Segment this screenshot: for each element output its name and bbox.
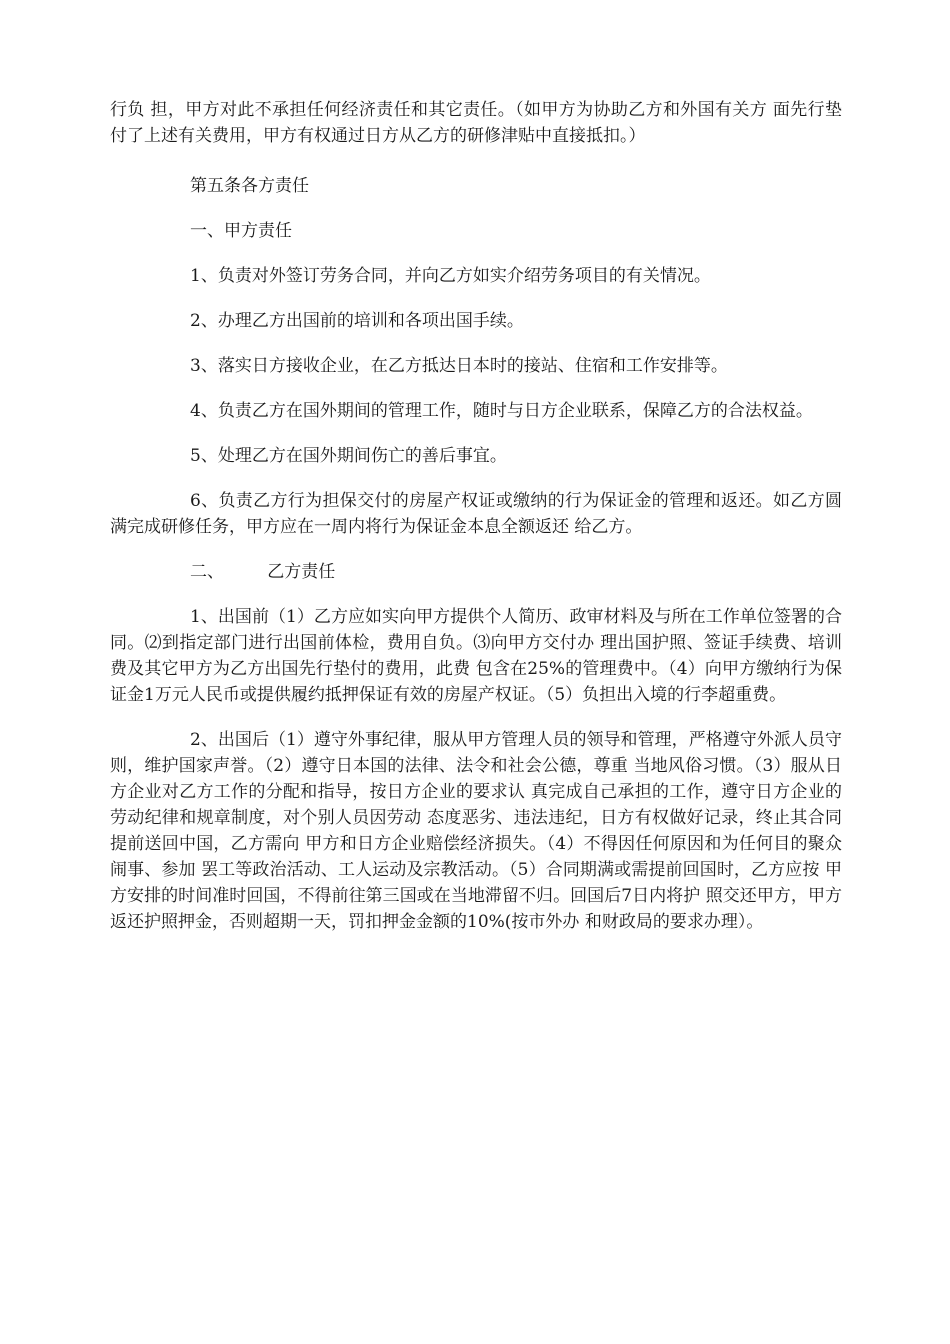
intro-paragraph: 行负 担，甲方对此不承担任何经济责任和其它责任。（如甲方为协助乙方和外国有关方 面先行垫付了上述有关费用，甲方有权通过日方从乙方的研修津贴中直接抵扣。） bbox=[110, 100, 842, 146]
party-b-item-1: 1、出国前（1）乙方应如实向甲方提供个人简历、政审材料及与所在工作单位签署的合同。⑵到指定部门进行出国前体检，费用自负。⑶向甲方交付办 理出国护照、签证手续费、培训费及其它甲方为乙方出国先行垫付的费用，此费 包含在25%的管理费中。（4）向甲方缴纳行为保证金1万元人民币或提供履约抵押保证有效的房屋产权证。（5）负担出入境的行李超重费。 bbox=[110, 607, 842, 705]
party-a-item-3: 3、落实日方接收企业，在乙方抵达日本时的接站、住宿和工作安排等。 bbox=[190, 356, 728, 376]
party-a-item-1: 1、负责对外签订劳务合同，并向乙方如实介绍劳务项目的有关情况。 bbox=[190, 266, 711, 286]
party-a-heading: 一、甲方责任 bbox=[190, 221, 292, 241]
party-b-heading: 二、 乙方责任 bbox=[190, 562, 336, 582]
article-title: 第五条各方责任 bbox=[190, 176, 309, 196]
party-b-item-2: 2、出国后（1）遵守外事纪律，服从甲方管理人员的领导和管理，严格遵守外派人员守则，维护国家声誉。（2）遵守日本国的法律、法令和社会公德，尊重 当地风俗习惯。（3）服从日方企业对乙方工作的分配和指导，按日方企业的要求认 真完成自己承担的工作，遵守日方企业的劳动纪律和规章制度，对个别人员因劳动 态度恶劣、违法违纪，日方有权做好记录，终止其合同提前送回中国，乙方需向 甲方和日方企业赔偿经济损失。（4）不得因任何原因和为任何目的聚众闹事、参加 罢工等政治活动、工人运动及宗教活动。（5）合同期满或需提前回国时，乙方应按 甲方安排的时间准时回国，不得前往第三国或在当地滞留不归。回国后7日内将护 照交还甲方，甲方返还护照押金，否则超期一天，罚扣押金金额的10%(按市外办 和财政局的要求办理）。 bbox=[110, 730, 842, 932]
party-a-item-4: 4、负责乙方在国外期间的管理工作，随时与日方企业联系，保障乙方的合法权益。 bbox=[190, 401, 813, 421]
party-a-item-5: 5、处理乙方在国外期间伤亡的善后事宜。 bbox=[190, 446, 507, 466]
party-a-item-2: 2、办理乙方出国前的培训和各项出国手续。 bbox=[190, 311, 524, 331]
party-a-item-6: 6、负责乙方行为担保交付的房屋产权证或缴纳的行为保证金的管理和返还。如乙方圆满完成研修任务，甲方应在一周内将行为保证金本息全额返还 给乙方。 bbox=[110, 491, 842, 537]
document-page bbox=[110, 97, 842, 954]
